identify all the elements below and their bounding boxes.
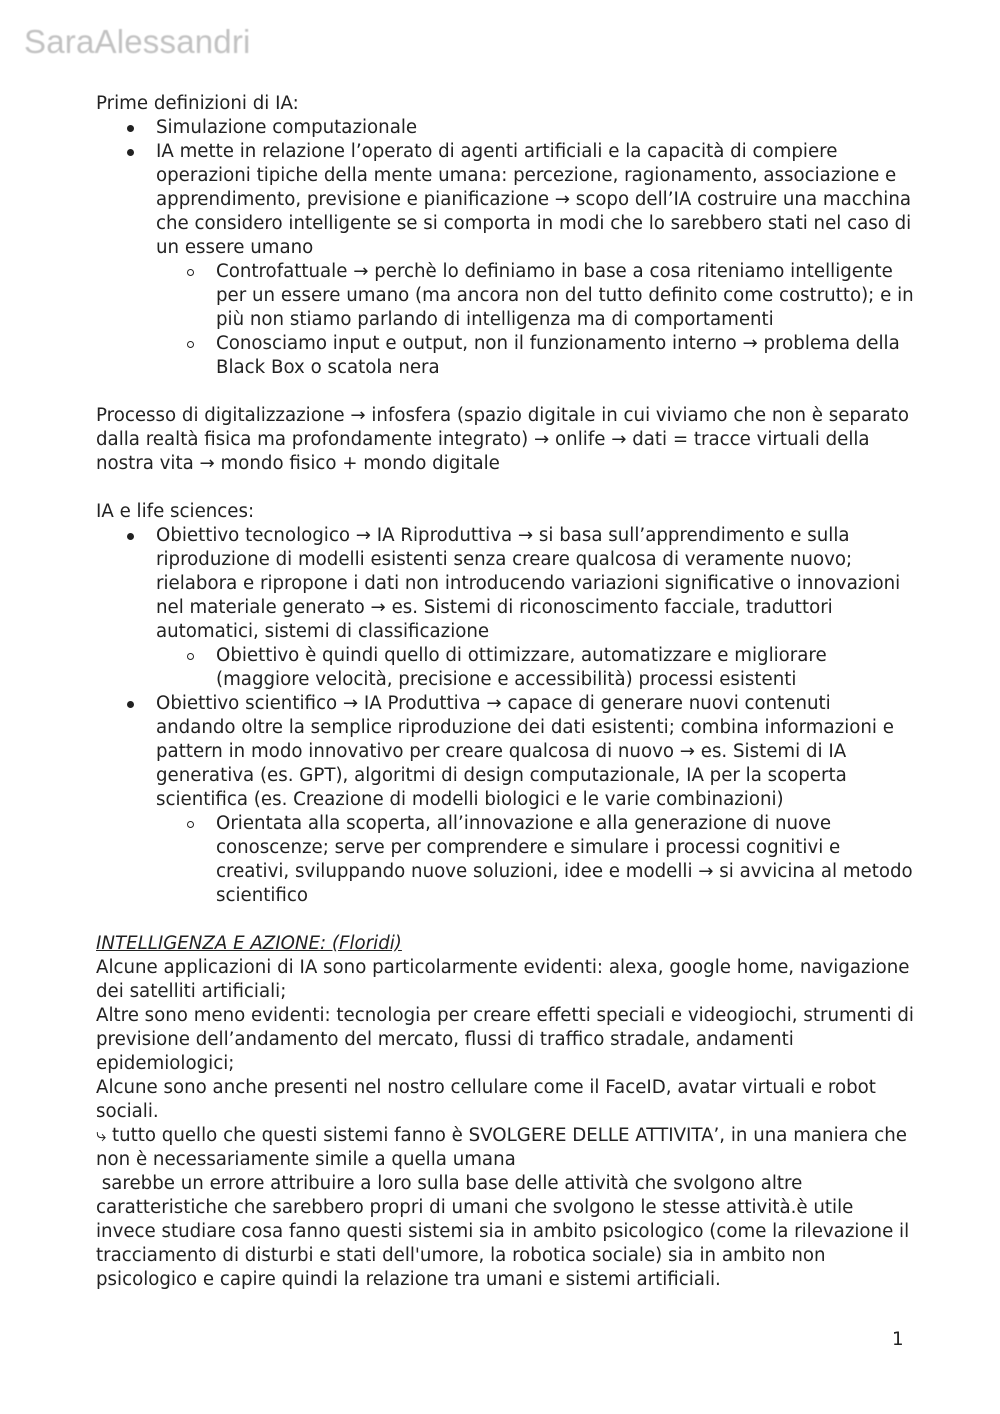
sub-list-item: Orientata alla scoperta, all’innovazione e alla generazione di nuove conoscenze; serve per comprendere e simulare i processi cognitivi e creativi, sviluppando nuove soluzioni, idee e modelli → si avvicina al metodo scientifico [156,812,916,908]
sub-bullet-list [156,644,916,692]
list-item [96,116,916,140]
list-item-text: Simulazione computazionale [156,117,418,138]
paragraph: ⤷ tutto quello che questi sistemi fanno è SVOLGERE DELLE ATTIVITA’, in una maniera che non è necessariamente simile a quella umana [96,1125,907,1170]
list-item-text: Obiettivo tecnologico → IA Riproduttiva → si basa sull’apprendimento e sulla riproduzione di modelli esistenti senza creare qualcosa di veramente nuovo; rielabora e ripropone i dati non introducendo variazioni significative o innovazioni nel materiale generato → es. Sistemi di riconoscimento facciale, traduttori automatici, sistemi di classificazione [156,525,901,642]
section-title-life-sciences: IA e life sciences: [96,501,255,522]
bullet-list-life-sciences [96,524,916,908]
sub-bullet-list [156,812,916,908]
watermark: SaraAlessandri [24,23,251,60]
list-item [96,692,916,908]
list-item [96,140,916,380]
document-body [96,92,916,1292]
paragraph-digitalizzazione: Processo di digitalizzazione → infosfera (spazio digitale in cui viviamo che non è separato dalla realtà fisica ma profondamente integrato) → onlife → dati = tracce virtuali della nostra vita → mondo fisico + mondo digitale [96,405,909,474]
sub-bullet-list [156,260,916,380]
page-number: 1 [892,1329,904,1350]
sub-list-item: Obiettivo è quindi quello di ottimizzare, automatizzare e migliorare (maggiore velocità, precisione e accessibilità) processi esistenti [156,644,916,692]
list-item-text: IA mette in relazione l’operato di agenti artificiali e la capacità di compiere operazioni tipiche della mente umana: percezione, ragionamento, associazione e apprendimento, previsione e pianificazione → scopo dell’IA costruire una macchina che considero intelligente se si comporta in modi che lo sarebbero stati nel caso di un essere umano [156,141,912,258]
sub-list-item: Conosciamo input e output, non il funzionamento interno → problema della Black Box o scatola nera [156,332,916,380]
sub-list-item: Controfattuale → perchè lo definiamo in base a cosa riteniamo intelligente per un essere umano (ma ancora non del tutto definito come costrutto); e in più non stiamo parlando di intelligenza ma di comportamenti [156,260,916,332]
list-item [96,524,916,692]
section-title-definizioni: Prime definizioni di IA: [96,93,299,114]
paragraph: sarebbe un errore attribuire a loro sulla base delle attività che svolgono altre caratteristiche che sarebbero propri di umani che svolgono le stesse attività.è utile invece studiare cosa fanno questi sistemi sia in ambito psicologico (come la rilevazione il tracciamento di disturbi e stati dell'umore, la robotica sociale) sia in ambito non psicologico e capire quindi la relazione tra umani e sistemi artificiali. [96,1173,915,1290]
paragraph: Alcune applicazioni di IA sono particolarmente evidenti: alexa, google home, navigazione dei satelliti artificiali; [96,957,910,1002]
list-item-text: Obiettivo scientifico → IA Produttiva → capace di generare nuovi contenuti andando oltre la semplice riproduzione dei dati esistenti; combina informazioni e pattern in modo innovativo per creare qualcosa di nuovo → es. Sistemi di IA generativa (es. GPT), algoritmi di design computazionale, IA per la scoperta scientifica (es. Creazione di modelli biologici e le varie combinazioni) [156,693,894,810]
paragraph: Alcune sono anche presenti nel nostro cellulare come il FaceID, avatar virtuali e robot sociali. [96,1077,876,1122]
section-heading-intelligenza-azione: INTELLIGENZA E AZIONE: (Floridi) [96,933,402,954]
paragraph: Altre sono meno evidenti: tecnologia per creare effetti speciali e videogiochi, strumenti di previsione dell’andamento del mercato, flussi di traffico stradale, andamenti epidemiologici; [96,1005,914,1074]
bullet-list-definizioni [96,116,916,380]
